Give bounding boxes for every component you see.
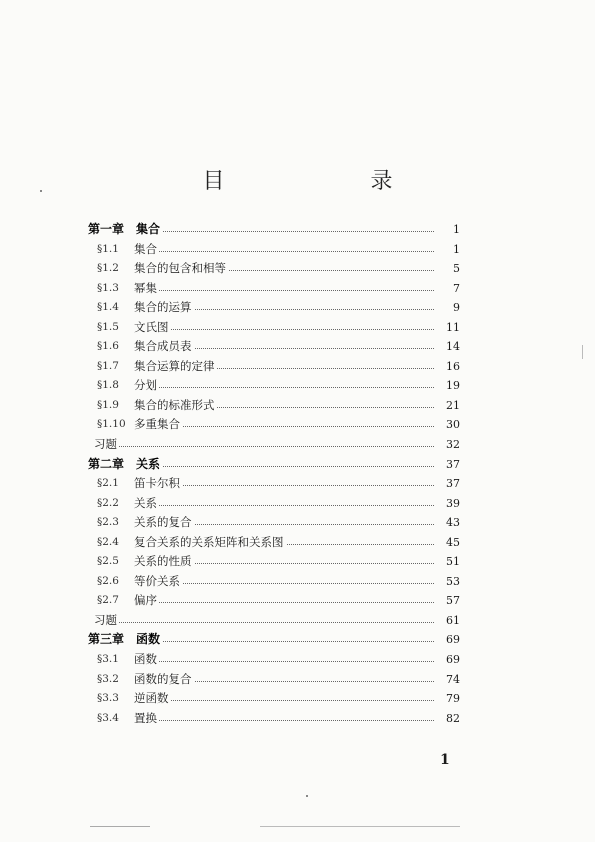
toc-label-wrap [134,689,434,709]
scan-speck [582,345,583,359]
toc-number: §1.6 [97,340,119,353]
toc-label-wrap [134,474,434,494]
toc-section-row [88,415,460,435]
toc-label: 集合的标准形式 [134,397,215,412]
toc-section-row [88,298,460,318]
dot-leader [134,290,434,291]
toc-section-row [88,650,460,670]
toc-label: 分划 [134,378,157,393]
dot-leader [94,622,434,623]
toc-label-wrap [136,220,434,240]
dot-leader [134,720,434,721]
toc-section-row [88,357,460,377]
toc-number: §1.9 [97,398,119,411]
dot-leader [134,251,434,252]
toc-chapter-row [88,220,460,240]
toc-label-wrap [134,650,434,670]
toc-page: 16 [446,359,460,373]
toc-section-row [88,709,460,729]
toc-section-row [88,396,460,416]
toc-number: §3.4 [97,711,119,724]
toc-label-wrap [94,611,434,631]
toc-page: 5 [453,262,460,276]
toc-number: 第二章 [88,456,125,471]
toc-section-row [88,240,460,260]
toc-label-wrap [134,533,434,553]
toc-number: §1.7 [97,359,119,372]
toc-number: §3.1 [97,653,119,666]
toc-label-wrap [134,259,434,279]
toc-page: 21 [446,398,460,412]
toc-section-row [88,670,460,690]
toc-label-wrap [134,552,434,572]
toc-section-row [88,513,460,533]
toc-page: 57 [446,594,460,608]
dot-leader [134,700,434,701]
toc-number: §3.2 [97,672,119,685]
toc-number: §1.4 [97,301,119,314]
toc-label-wrap [134,318,434,338]
toc-label: 关系 [136,456,161,471]
toc-label: 多重集合 [134,417,180,432]
toc-section-row [88,689,460,709]
toc-label-wrap [134,357,434,377]
page-title: 目 录 [202,169,455,194]
toc-label: 置换 [134,710,157,725]
toc-page: 82 [446,711,460,725]
dot-leader [134,602,434,603]
dot-leader [136,231,434,232]
toc-page: 69 [446,653,460,667]
toc-label: 集合的包含和相等 [134,261,226,276]
toc-label-wrap [134,513,434,533]
scan-speck [306,795,308,797]
toc-label-wrap [134,709,434,729]
toc-label-wrap [134,298,434,318]
toc-number: §1.5 [97,320,119,333]
toc-number: §2.3 [97,516,119,529]
toc-label: 关系的复合 [134,515,192,530]
dot-leader [134,505,434,506]
toc-number: §2.7 [97,594,119,607]
toc-label-wrap [134,670,434,690]
toc-page: 37 [446,477,460,491]
toc-label: 关系的性质 [134,554,192,569]
scan-speck [260,826,460,827]
toc-label: 集合运算的定律 [134,358,215,373]
toc-label: 等价关系 [134,573,180,588]
toc-label-wrap [134,494,434,514]
toc-page: 51 [446,555,460,569]
toc-number: §1.10 [97,418,126,431]
toc-page: 14 [446,340,460,354]
toc-section-row [88,279,460,299]
toc-page: 11 [446,320,460,334]
toc-label-wrap [134,337,434,357]
toc-page: 30 [446,418,460,432]
scan-speck [40,190,42,192]
table-of-contents [88,220,460,728]
toc-section-row [88,572,460,592]
toc-number: §3.3 [97,692,119,705]
toc-label-wrap [134,279,434,299]
toc-section-row [88,552,460,572]
toc-label-wrap [94,435,434,455]
toc-label: 复合关系的关系矩阵和关系图 [134,534,284,549]
toc-number: §1.3 [97,281,119,294]
toc-label-wrap [134,415,434,435]
toc-label-wrap [136,455,434,475]
toc-label: 文氏图 [134,319,169,334]
toc-label: 集合 [136,222,161,236]
toc-number: §2.5 [97,555,119,568]
toc-number: §1.8 [97,379,119,392]
toc-number: §1.1 [97,242,119,255]
toc-number: §2.6 [97,574,119,587]
toc-page: 53 [446,574,460,588]
toc-label-wrap [134,572,434,592]
toc-number: §2.1 [97,477,119,490]
toc-label: 函数的复合 [134,671,192,686]
toc-section-row [88,591,460,611]
dot-leader [134,387,434,388]
toc-number: 第一章 [88,222,125,236]
toc-page: 69 [446,633,460,647]
toc-label: 集合 [134,241,157,256]
toc-label: 关系 [134,495,157,510]
toc-number: §1.2 [97,262,119,275]
toc-number: §2.4 [97,535,119,548]
scan-speck [90,826,150,827]
toc-page: 45 [446,535,460,549]
toc-section-row [88,259,460,279]
page-number: 1 [440,752,450,768]
toc-page: 61 [446,613,460,627]
toc-section-row [88,494,460,514]
toc-label-wrap [134,240,434,260]
toc-label: 笛卡尔积 [134,476,180,491]
toc-page: 74 [446,672,460,686]
toc-chapter-row [88,630,460,650]
dot-leader [136,641,434,642]
toc-chapter-row [88,455,460,475]
toc-label: 集合成员表 [134,339,192,354]
toc-section-row [88,337,460,357]
toc-page: 39 [446,496,460,510]
toc-label: 函数 [136,632,161,647]
toc-section-row [88,533,460,553]
toc-section-row [88,376,460,396]
dot-leader [134,661,434,662]
toc-label-wrap [136,630,434,650]
toc-label-wrap [134,376,434,396]
toc-label: 集合的运算 [134,300,192,315]
toc-page: 32 [446,438,460,452]
toc-label: 逆函数 [134,691,169,706]
dot-leader [136,466,434,467]
dot-leader [134,329,434,330]
toc-section-row [88,318,460,338]
toc-page: 1 [453,223,460,236]
toc-label: 习题 [94,437,117,452]
toc-page: 79 [446,692,460,706]
toc-number: 第三章 [88,632,125,647]
toc-label: 习题 [94,612,117,627]
toc-page: 9 [453,301,460,315]
toc-page: 43 [446,516,460,530]
toc-label-wrap [134,396,434,416]
toc-page: 37 [446,457,460,471]
toc-number: §2.2 [97,496,119,509]
toc-page: 1 [453,242,460,256]
toc-page: 19 [446,379,460,393]
dot-leader [94,446,434,447]
toc-exercise-row [88,435,460,455]
toc-page: 7 [453,281,460,295]
toc-section-row [88,474,460,494]
toc-exercise-row [88,611,460,631]
toc-label: 偏序 [134,593,157,608]
toc-label: 函数 [134,652,157,667]
toc-label: 幂集 [134,280,157,295]
toc-label-wrap [134,591,434,611]
